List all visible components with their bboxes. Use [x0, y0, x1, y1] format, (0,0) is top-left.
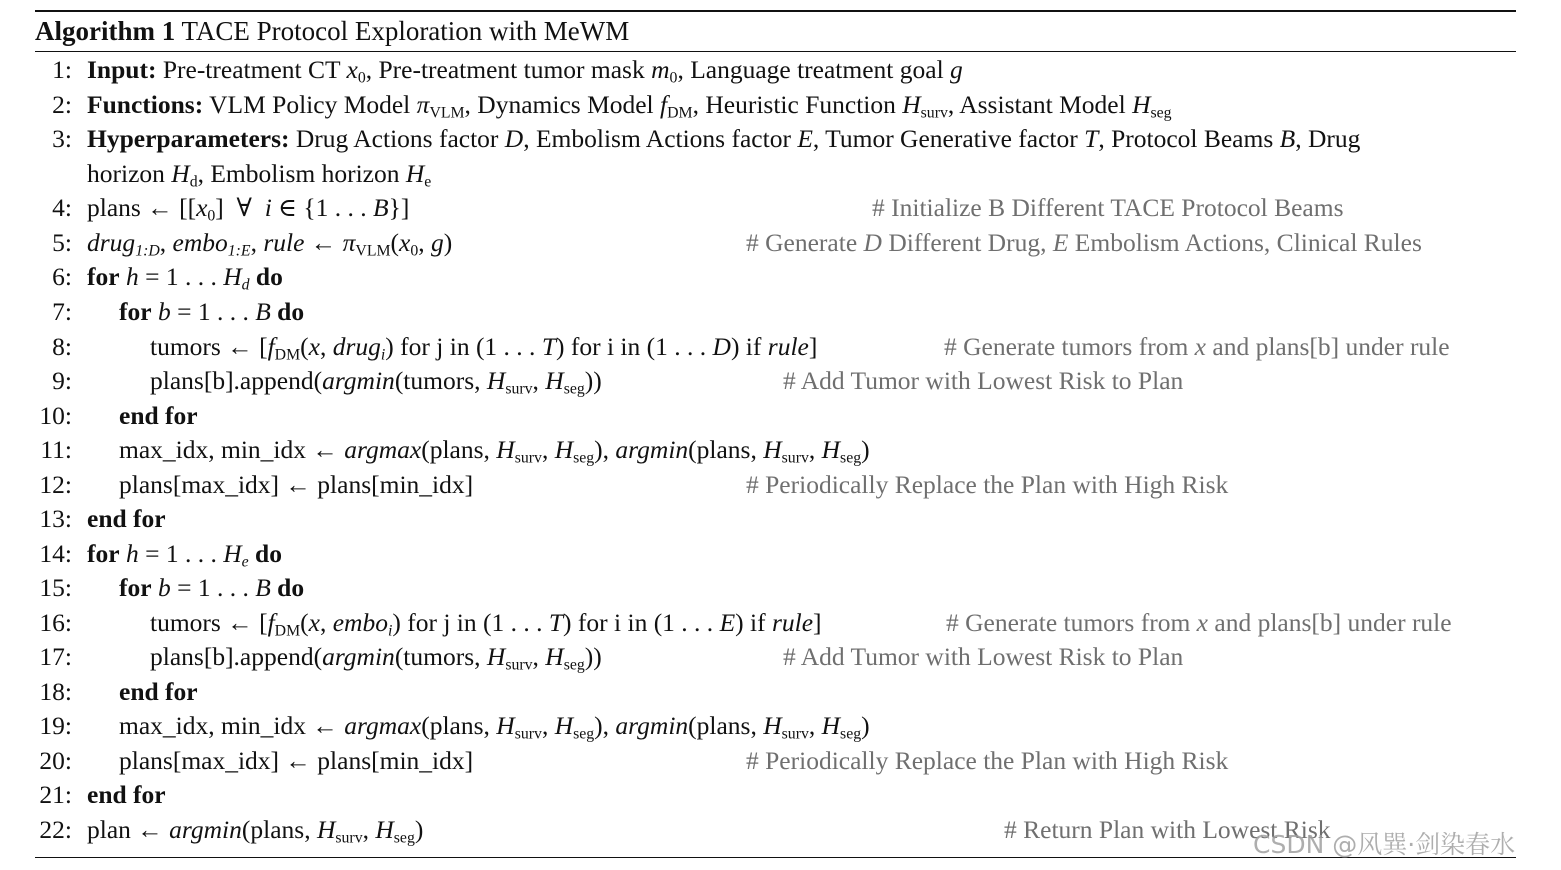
line-text: horizon $H_d$, Embolism horizon $H_e$ — [87, 159, 432, 191]
line-text: max_idx, min_idx ← argmax(plans, $H_{surv}$, $H_{seg}$), argmin(plans, $H_{surv}$, $H_{seg}$) — [119, 711, 870, 743]
algorithm-line — [0, 640, 1561, 674]
line-number: 22: — [39, 815, 72, 844]
line-code — [87, 88, 1172, 122]
algorithm-line — [0, 330, 1561, 364]
line-text: plans[max_idx] ← plans[min_idx] — [119, 746, 474, 775]
algorithm-line — [0, 433, 1561, 467]
line-comment: # Return Plan with Lowest Risk — [1004, 815, 1331, 844]
algorithm-line — [0, 744, 1561, 778]
line-number: 15: — [39, 573, 72, 602]
line-number: 4: — [52, 193, 72, 222]
line-text: plans[b].append(argmin(tumors, $H_{surv}$, $H_{seg}$)) — [150, 642, 602, 674]
line-comment: # Add Tumor with Lowest Risk to Plan — [783, 366, 1184, 395]
algorithm-line — [0, 606, 1561, 640]
line-text: for b = 1 . . . B do — [119, 297, 305, 326]
line-text: plan ← argmin(plans, $H_{surv}$, $H_{seg}$) — [87, 815, 424, 847]
line-comment: # Initialize B Different TACE Protocol Beams — [872, 193, 1344, 222]
line-code — [87, 53, 963, 87]
algorithm-line — [0, 88, 1561, 122]
line-number: 18: — [39, 677, 72, 706]
algorithm-line — [0, 709, 1561, 743]
algorithm-line — [0, 502, 1561, 536]
line-comment: # Periodically Replace the Plan with High Risk — [746, 746, 1229, 775]
algorithm-line — [0, 468, 1561, 502]
keyword: Functions: — [87, 90, 204, 119]
line-text: VLM Policy Model $\pi_{VLM}$, Dynamics Model $f_{DM}$, Heuristic Function $H_{surv}$, Assistant Model $H_{seg}$ — [209, 90, 1172, 122]
header-rule — [35, 51, 1516, 52]
line-text: end for — [87, 780, 166, 809]
line-text: plans[b].append(argmin(tumors, $H_{surv}$, $H_{seg}$)) — [150, 366, 602, 398]
line-text: for h = 1 . . . $H_d$ do — [87, 262, 283, 294]
line-text: Pre-treatment CT $x_0$, Pre-treatment tumor mask $m_0$, Language treatment goal g — [162, 55, 963, 87]
line-number: 16: — [39, 608, 72, 637]
line-comment: # Generate tumors from x and plans[b] under rule — [944, 332, 1450, 361]
line-text: end for — [87, 504, 166, 533]
line-number: 2: — [52, 90, 72, 119]
algorithm-line — [0, 399, 1561, 433]
line-number: 12: — [39, 470, 72, 499]
algorithm-line — [0, 537, 1561, 571]
watermark: CSDN @风巽·剑染春水 — [1253, 830, 1516, 859]
keyword: Input: — [87, 55, 157, 84]
algorithm-header — [35, 11, 629, 51]
algorithm-line — [0, 675, 1561, 709]
line-number: 1: — [52, 55, 72, 84]
line-text: max_idx, min_idx ← argmax(plans, $H_{surv}$, $H_{seg}$), argmin(plans, $H_{surv}$, $H_{seg}$) — [119, 435, 870, 467]
algorithm-line — [0, 260, 1561, 294]
line-text: drug$_{1:D}$, embo$_{1:E}$, rule ← $\pi_{VLM}(x_0$, g) — [87, 228, 453, 260]
algorithm-line — [0, 191, 1561, 225]
line-text: tumors ← [$f_{DM}(x$, embo$_i$) for j in (1 . . . T) for i in (1 . . . E) if rule] — [150, 608, 822, 640]
line-code — [87, 122, 1360, 156]
line-comment: # Generate tumors from x and plans[b] under rule — [946, 608, 1452, 637]
algorithm-title: TACE Protocol Exploration with MeWM — [181, 16, 630, 46]
line-text: for b = 1 . . . B do — [119, 573, 305, 602]
line-number: 17: — [39, 642, 72, 671]
line-text: plans[max_idx] ← plans[min_idx] — [119, 470, 474, 499]
line-comment: # Add Tumor with Lowest Risk to Plan — [783, 642, 1184, 671]
algorithm-line — [0, 364, 1561, 398]
line-number: 21: — [39, 780, 72, 809]
line-number: 20: — [39, 746, 72, 775]
line-text: tumors ← [$f_{DM}(x$, drug$_i$) for j in (1 . . . T) for i in (1 . . . D) if rule] — [150, 332, 818, 364]
line-number: 7: — [52, 297, 72, 326]
line-text: end for — [119, 677, 198, 706]
algorithm-line — [0, 295, 1561, 329]
line-number: 8: — [52, 332, 72, 361]
algorithm-line — [0, 122, 1561, 156]
line-text: Drug Actions factor D, Embolism Actions factor E, Tumor Generative factor T, Protocol Beams B, Drug — [295, 124, 1361, 153]
algorithm-label: Algorithm 1 — [35, 16, 176, 46]
algorithm-line — [0, 53, 1561, 87]
algorithm-line — [0, 778, 1561, 812]
line-text: for h = 1 . . . $H_e$ do — [87, 539, 282, 571]
line-number: 14: — [39, 539, 72, 568]
line-number: 6: — [52, 262, 72, 291]
algorithm-line — [0, 226, 1561, 260]
line-number: 5: — [52, 228, 72, 257]
line-comment: # Periodically Replace the Plan with High Risk — [746, 470, 1229, 499]
line-number: 10: — [39, 401, 72, 430]
algorithm-line-continuation — [0, 157, 1561, 191]
line-number: 11: — [40, 435, 72, 464]
line-comment: # Generate D Different Drug, E Embolism Actions, Clinical Rules — [746, 228, 1422, 257]
line-text: plans ← [$[x_0]$ ∀ i ∈ {1 . . . B}] — [87, 193, 410, 225]
line-text: end for — [119, 401, 198, 430]
line-number: 9: — [52, 366, 72, 395]
line-number: 3: — [52, 124, 72, 153]
line-number: 13: — [39, 504, 72, 533]
line-number: 19: — [39, 711, 72, 740]
keyword: Hyperparameters: — [87, 124, 290, 153]
algorithm-line — [0, 571, 1561, 605]
